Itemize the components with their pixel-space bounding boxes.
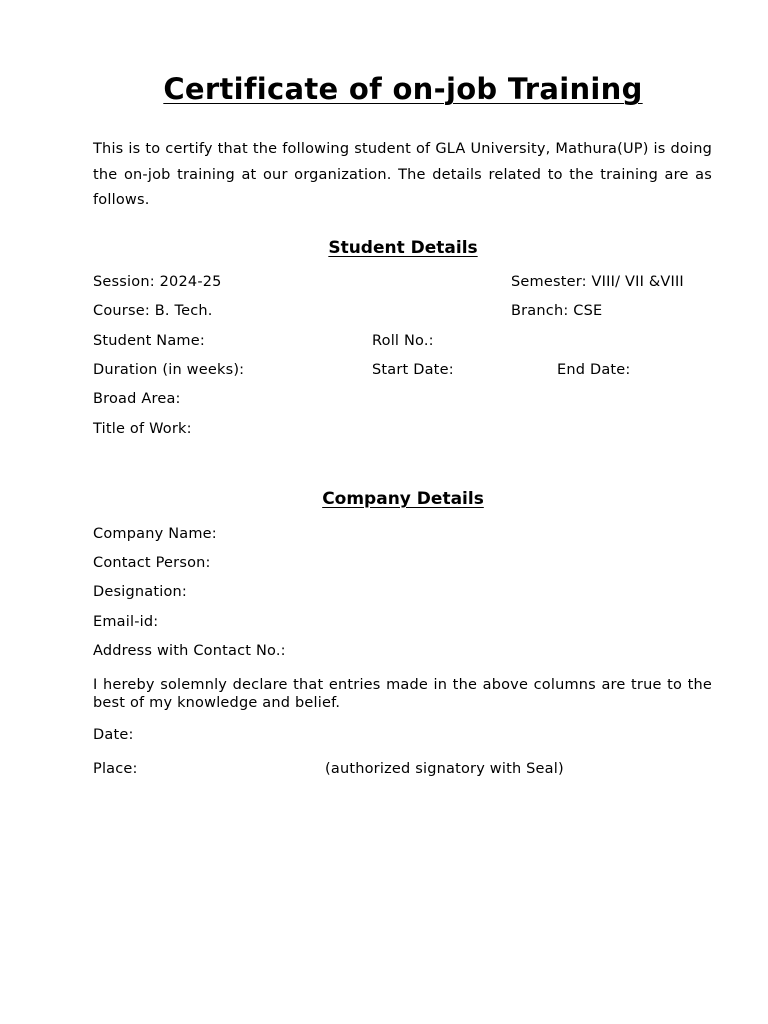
semester-label: Semester: VIII/ VII &VIII: [511, 274, 684, 290]
page-title: Certificate of on-job Training: [163, 72, 643, 106]
company-name-label: Company Name:: [93, 526, 217, 542]
roll-no-label: Roll No.:: [372, 333, 434, 349]
student-name-label: Student Name:: [93, 333, 205, 349]
declaration-paragraph: I hereby solemnly declare that entries made in the above columns are true to the best of my knowledge and belief.: [93, 677, 712, 711]
contact-person-label: Contact Person:: [93, 555, 211, 571]
date-label: Date:: [93, 727, 134, 743]
intro-paragraph: This is to certify that the following student of GLA University, Mathura(UP) is doing the on-job training at our organization. The details related to the training are as follows.: [93, 141, 712, 208]
place-label: Place:: [93, 761, 138, 777]
end-date-label: End Date:: [557, 362, 631, 378]
title-of-work-label: Title of Work:: [93, 421, 192, 437]
designation-label: Designation:: [93, 584, 188, 600]
signatory-label: (authorized signatory with Seal): [325, 761, 564, 777]
session-label: Session: 2024-25: [93, 274, 222, 290]
company-details-heading: Company Details: [322, 489, 484, 509]
student-details-heading: Student Details: [328, 238, 478, 258]
duration-label: Duration (in weeks):: [93, 362, 245, 378]
broad-area-label: Broad Area:: [93, 391, 181, 407]
address-label: Address with Contact No.:: [93, 643, 286, 659]
email-label: Email-id:: [93, 614, 159, 630]
course-label: Course: B. Tech.: [93, 303, 213, 319]
start-date-label: Start Date:: [372, 362, 454, 378]
branch-label: Branch: CSE: [511, 303, 603, 319]
